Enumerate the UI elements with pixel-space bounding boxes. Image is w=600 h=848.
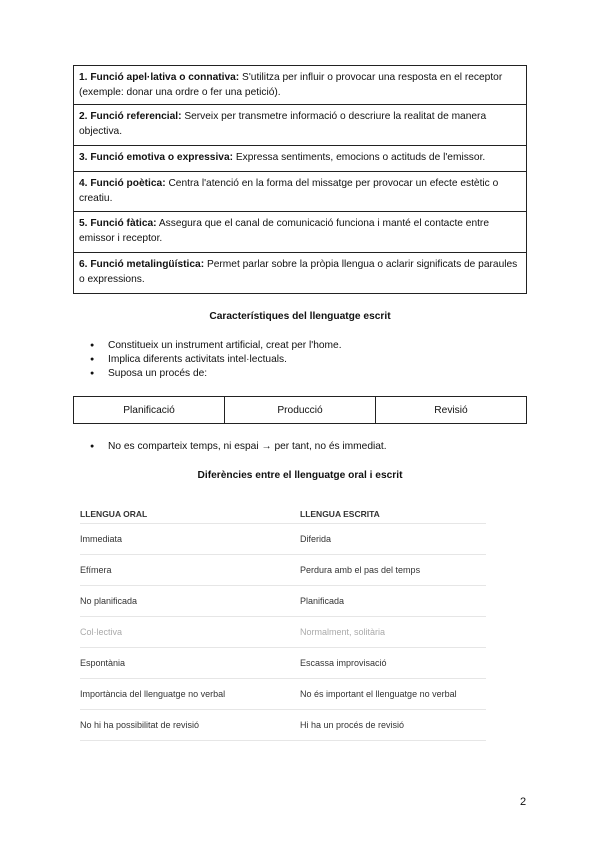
table-cell: Espontània [80,658,126,668]
written-section-title: Característiques del llenguatge escrit [209,311,391,322]
function-row [74,105,526,146]
table-row [80,710,486,741]
list-item: ● No es comparteix temps, ni espai → per tant, no és immediat. [90,440,387,454]
column-header-written: LLENGUA ESCRITA [300,509,380,519]
functions-table [73,65,527,294]
list-item: ● Suposa un procés de: [90,367,342,381]
function-text: Expressa sentiments, emocions o actituds de l'emissor. [233,152,486,163]
table-cell: Perdura amb el pas del temps [300,565,421,575]
written-bullets-after [90,440,387,454]
table-row [80,524,486,555]
table-cell: Immediata [80,534,123,544]
table-cell: Efímera [80,565,112,575]
table-row [80,586,486,617]
table-row [80,555,486,586]
function-title: 5. Funció fàtica: [79,218,157,229]
function-text: S'utilitza per influir o provocar una resposta en el receptor (exemple: donar una ordre o fer una petició). [79,72,503,98]
function-row [74,146,526,172]
table-row [80,648,486,679]
table-cell: Planificada [300,596,345,606]
written-bullets [90,339,342,381]
table-cell: Normalment, solitària [300,627,386,637]
function-text: Permet parlar sobre la pròpia llengua o aclarir significats de paraules o expressions. [79,259,518,285]
process-table [73,396,527,424]
table-cell: No hi ha possibilitat de revisió [80,720,200,730]
function-title: 3. Funció emotiva o expressiva: [79,152,234,163]
function-row [74,212,526,253]
process-step: Planificació [74,397,225,424]
table-cell: Diferida [300,534,332,544]
table-cell: No planificada [80,596,138,606]
table-row [80,679,486,710]
table-cell: Importància del llenguatge no verbal [80,689,226,699]
differences-table [80,505,486,741]
table-row [74,397,527,424]
list-item: ● Constitueix un instrument artificial, creat per l'home. [90,339,342,353]
function-title: 2. Funció referencial: [79,111,182,122]
function-row [74,66,526,105]
process-step: Producció [225,397,376,424]
function-text: Assegura que el canal de comunicació funciona i manté el contacte entre emissor i receptor. [79,218,489,244]
column-header-oral: LLENGUA ORAL [80,509,148,519]
list-item: ● Implica diferents activitats intel·lectuals. [90,353,342,367]
function-title: 6. Funció metalingüística: [79,259,205,270]
function-title: 4. Funció poètica: [79,178,166,189]
table-cell: Hi ha un procés de revisió [300,720,405,730]
page-number: 2 [520,796,527,808]
table-row [80,617,486,648]
table-cell: Col·lectiva [80,627,123,637]
process-step: Revisió [376,397,527,424]
function-row [74,172,526,212]
function-text: Centra l'atenció en la forma del missatge per provocar un efecte estètic o creatiu. [79,178,499,204]
table-cell: No és important el llenguatge no verbal [300,689,457,699]
table-header [80,505,486,524]
table-cell: Escassa improvisació [300,658,387,668]
function-title: 1. Funció apel·lativa o connativa: [79,72,240,83]
function-row [74,253,526,293]
differences-section-title: Diferències entre el llenguatge oral i escrit [197,470,403,481]
function-text: Serveix per transmetre informació o descriure la realitat de manera objectiva. [79,111,487,137]
